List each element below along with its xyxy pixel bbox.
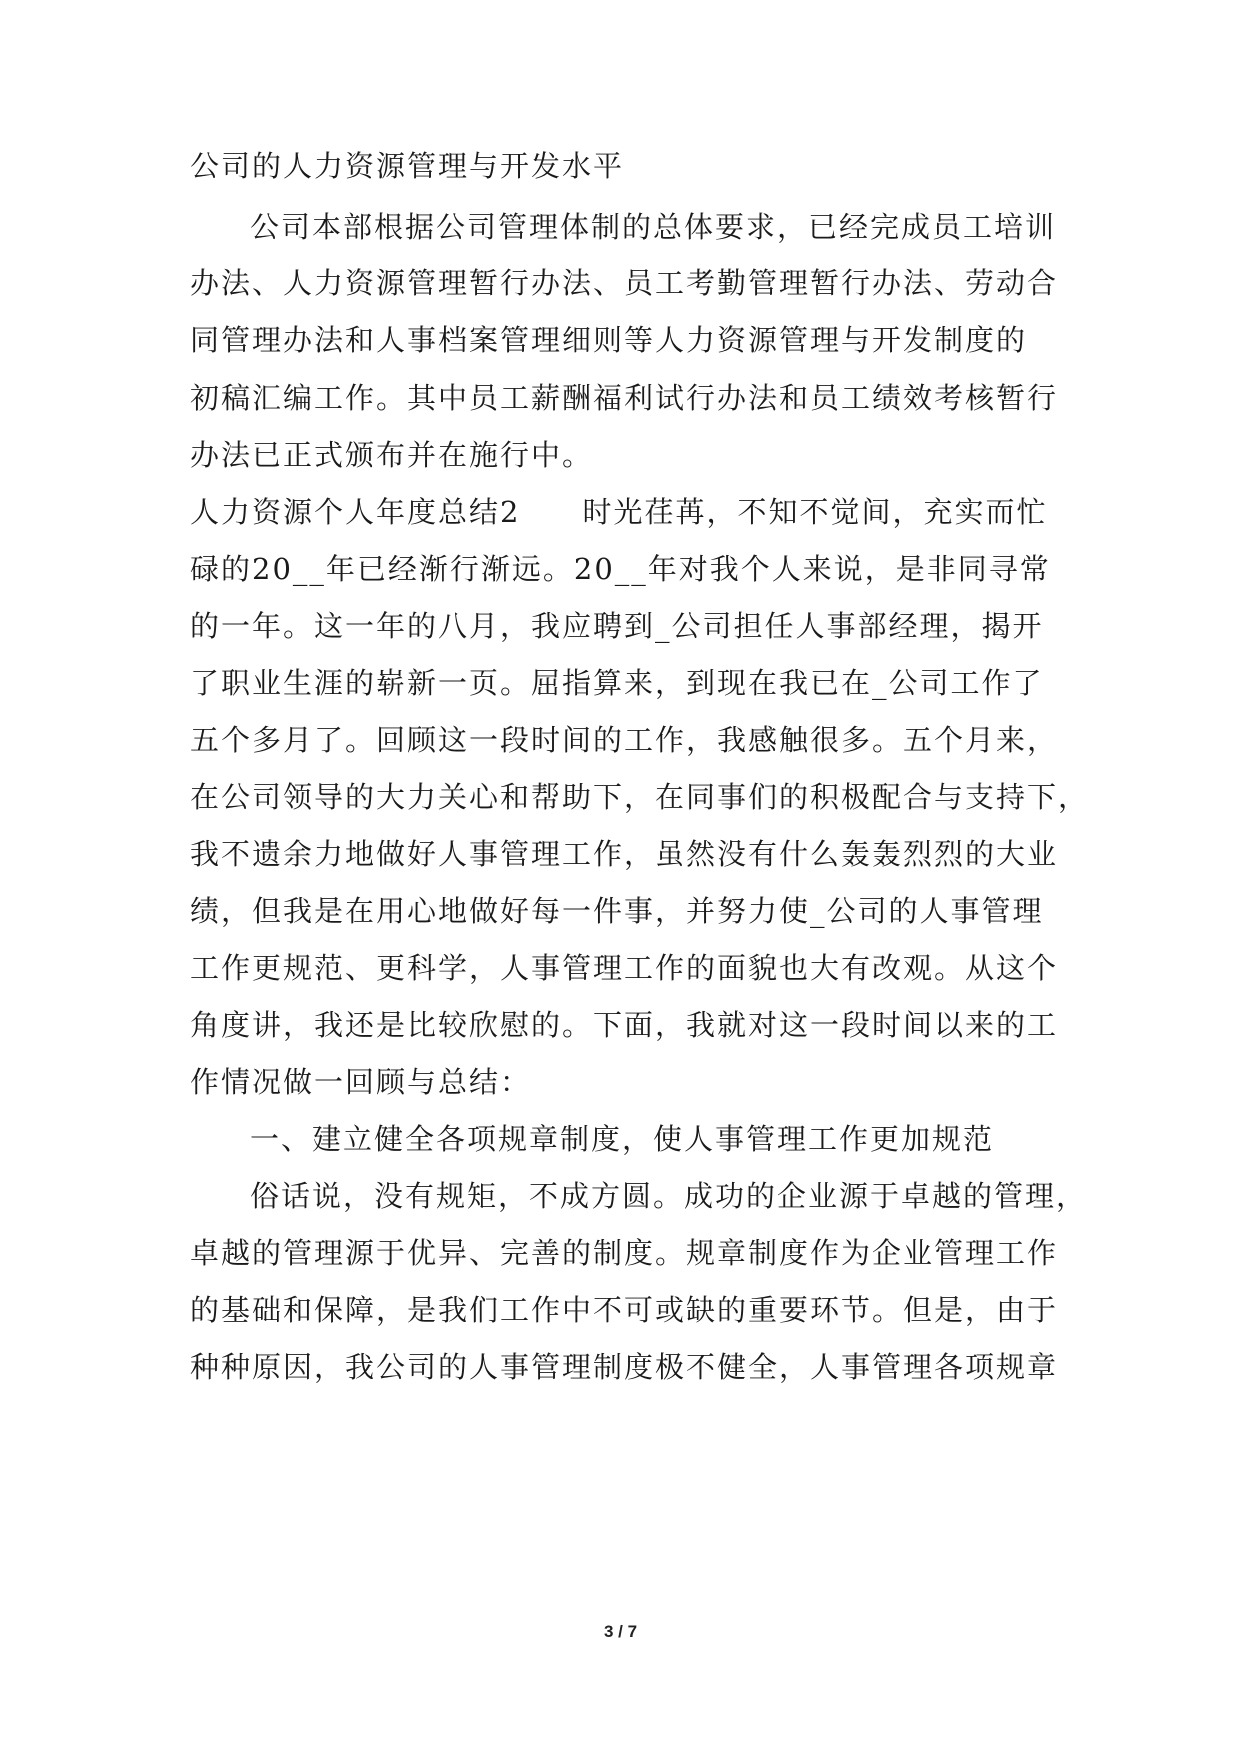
text-line-19: 俗话说，没有规矩，不成方圆。成功的企业源于卓越的管理，: [250, 1179, 1088, 1213]
text-line-3: 办法、人力资源管理暂行办法、员工考勤管理暂行办法、劳动合: [190, 266, 1059, 300]
text-line-1: 公司的人力资源管理与开发水平: [190, 149, 625, 183]
text-line-17: 作情况做一回顾与总结：: [190, 1065, 532, 1099]
text-line-15: 工作更规范、更科学，人事管理工作的面貌也大有改观。从这个: [190, 951, 1059, 985]
text-line-7: 人力资源个人年度总结2 时光荏苒，不知不觉间，充实而忙: [190, 495, 1048, 529]
text-line-14: 绩，但我是在用心地做好每一件事，并努力使_公司的人事管理: [190, 894, 1044, 928]
text-line-5: 初稿汇编工作。其中员工薪酬福利试行办法和员工绩效考核暂行: [190, 381, 1059, 415]
text-line-10: 了职业生涯的崭新一页。屈指算来，到现在我已在_公司工作了: [190, 666, 1044, 700]
text-line-11: 五个多月了。回顾这一段时间的工作，我感触很多。五个月来，: [190, 723, 1059, 757]
text-line-22: 种种原因，我公司的人事管理制度极不健全，人事管理各项规章: [190, 1350, 1059, 1384]
text-line-13: 我不遗余力地做好人事管理工作，虽然没有什么轰轰烈烈的大业: [190, 837, 1059, 871]
text-line-16: 角度讲，我还是比较欣慰的。下面，我就对这一段时间以来的工: [190, 1008, 1059, 1042]
text-line-9: 的一年。这一年的八月，我应聘到_公司担任人事部经理，揭开: [190, 609, 1044, 643]
text-line-21: 的基础和保障，是我们工作中不可或缺的重要环节。但是，由于: [190, 1293, 1059, 1327]
section-heading: 一、建立健全各项规章制度，使人事管理工作更加规范: [250, 1122, 995, 1156]
text-line-2: 公司本部根据公司管理体制的总体要求，已经完成员工培训: [250, 210, 1057, 244]
page-number: 3 / 7: [603, 1622, 638, 1641]
text-line-4: 同管理办法和人事档案管理细则等人力资源管理与开发制度的: [190, 323, 1028, 357]
text-line-12: 在公司领导的大力关心和帮助下，在同事们的积极配合与支持下，: [190, 780, 1090, 814]
text-line-20: 卓越的管理源于优异、完善的制度。规章制度作为企业管理工作: [190, 1236, 1059, 1270]
text-line-8: 碌的20__年已经渐行渐远。20__年对我个人来说，是非同寻常: [190, 552, 1051, 586]
text-line-6: 办法已正式颁布并在施行中。: [190, 438, 594, 472]
